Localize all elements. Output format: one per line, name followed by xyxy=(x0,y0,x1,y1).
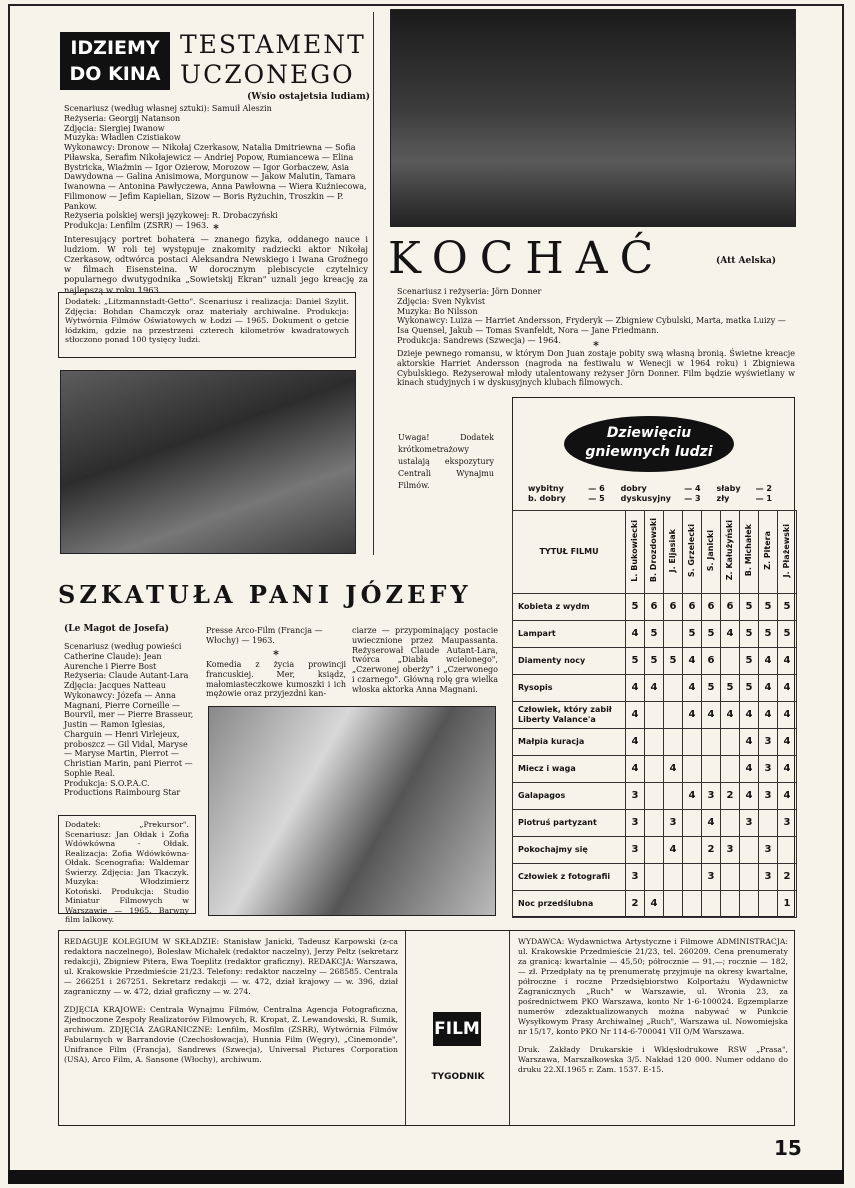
rating-cell: 4 xyxy=(626,675,645,702)
rating-cell: 5 xyxy=(740,675,759,702)
critic-column-header xyxy=(759,511,778,594)
rating-cell: 4 xyxy=(721,702,740,729)
szkatula-col3-body: ciarze — przypominający postacie uwiecznione przez Maupassanta. Reżyserował Claude Autant-Lara, twórca „Diabła wcielonego", „Czerwonej oberży" i „Czerwonego i czarnego". Główną rolę gra wielka włoska aktorka Anna Magnani. xyxy=(352,626,498,694)
rating-cell xyxy=(645,837,664,864)
testament-original-title: (Wsio ostajetsia ludiam) xyxy=(247,92,370,102)
rating-cell: 5 xyxy=(740,648,759,675)
uwaga-note: Uwaga! Dodatek krótkometrażowy ustalają ekspozytury Centrali Wynajmu Filmów. xyxy=(398,433,494,490)
footer-photo-credits: ZDJĘCIA KRAJOWE: Centrala Wynajmu Filmów, Centralna Agencja Fotograficzna, Zjednoczone Zespoły Realizatorów Filmowych, R. Kropat, Z. Lewandowski, R. Sumik, archiwum. ZDJĘCIA ZAGRANICZNE: Lenfilm, Mosfilm (ZSRR), Wytwórnia Filmów Fabularnych w Barrandovie (Czechosłowacja), Hunnia Film (Węgry), „Cinemonde", Unifrance Film (Francja), Sandrews (Szwecja), Universal Pictures Corporation (USA), Arco Film, A. Sansone (Włochy), archiwum. xyxy=(64,1005,398,1064)
kochac-star: * xyxy=(593,339,599,352)
rating-cell: 5 xyxy=(626,594,645,621)
rating-cell xyxy=(721,729,740,756)
rating-cell: 3 xyxy=(702,864,721,891)
rating-cell: 4 xyxy=(740,729,759,756)
rating-cell xyxy=(664,702,683,729)
logo-line2: DO KINA xyxy=(69,63,161,85)
column-divider xyxy=(373,12,374,555)
rating-cell: 3 xyxy=(721,837,740,864)
rating-cell: 4 xyxy=(626,702,645,729)
rating-cell: 4 xyxy=(740,702,759,729)
rating-cell: 3 xyxy=(740,810,759,837)
rating-cell: 4 xyxy=(664,837,683,864)
rating-cell xyxy=(683,729,702,756)
footer-left xyxy=(64,937,398,1067)
rating-cell xyxy=(759,810,778,837)
rating-cell: 4 xyxy=(626,621,645,648)
film-logo-subtitle: TYGODNIK xyxy=(431,1072,485,1082)
rating-cell: 4 xyxy=(702,702,721,729)
rating-cell: 3 xyxy=(626,837,645,864)
critic-column-header xyxy=(740,511,759,594)
rating-cell: 5 xyxy=(740,621,759,648)
rating-cell: 5 xyxy=(702,675,721,702)
rating-cell: 3 xyxy=(664,810,683,837)
film-title-cell: Rysopis xyxy=(513,675,626,702)
critic-name: Z. Pitera xyxy=(763,531,772,570)
film-title-cell: Galapagos xyxy=(513,783,626,810)
rating-cell xyxy=(721,810,740,837)
film-title-cell: Miecz i waga xyxy=(513,756,626,783)
rating-cell: 3 xyxy=(778,810,797,837)
rating-cell xyxy=(664,729,683,756)
critic-name: B. Michałek xyxy=(744,524,753,577)
film-title-cell: Kobieta z wydm xyxy=(513,594,626,621)
legend-label: zły xyxy=(716,494,730,503)
rating-cell: 3 xyxy=(759,756,778,783)
rating-cell xyxy=(721,864,740,891)
critic-column-header xyxy=(721,511,740,594)
film-title-cell: Noc przedślubna xyxy=(513,891,626,918)
rating-cell: 3 xyxy=(759,729,778,756)
rating-cell xyxy=(645,864,664,891)
page-number: 15 xyxy=(774,1136,802,1160)
film-logo: FILM xyxy=(433,1012,481,1046)
logo-line1: IDZIEMY xyxy=(70,37,160,59)
rating-cell: 4 xyxy=(740,783,759,810)
table-row xyxy=(513,864,797,891)
testament-star: * xyxy=(213,222,219,235)
testament-addon-text: Dodatek: „Litzmannstadt-Getto". Scenariusz i realizacja: Daniel Szylit. Zdjęcia: Bohdan Chamczyk oraz materiały archiwalne. Produkcja: Wytwórnia Filmów Oświatowych w Łodzi — 1965. Dokument o getcie łódzkim, gdzie na przestrzeni czterech kilometrów kwadratowych stłoczono ponad 100 tysięcy ludzi. xyxy=(65,297,349,344)
rating-cell xyxy=(683,891,702,918)
rating-cell: 6 xyxy=(645,594,664,621)
critic-column-header xyxy=(626,511,645,594)
testament-title-line1: TESTAMENT xyxy=(180,30,366,59)
rating-cell xyxy=(759,891,778,918)
legend-value: — 4 xyxy=(684,484,701,493)
testament-description: Interesujący portret bohatera — znanego fizyka, oddanego nauce i ludziom. W roli tej występuje znakomity radziecki aktor Nikołaj Czerkasow, odtwórca postaci Aleksandra Newskiego i Iwana Groźnego w filmach Eisensteina. W dorocznym plebiscycie czytelnicy popularnego dwutygodnika „Sowietskij Ekran" uznali jego kreację za najlepszą w roku 1963. xyxy=(64,234,368,295)
rating-cell: 4 xyxy=(626,729,645,756)
stamp-line1: Dziewięciu xyxy=(606,425,692,441)
legend-value: — 6 xyxy=(588,484,605,493)
testament-addon-box xyxy=(58,292,356,358)
rating-cell xyxy=(778,837,797,864)
rating-cell: 4 xyxy=(778,702,797,729)
footer-editorial-board: REDAGUJE KOLEGIUM W SKŁADZIE: Stanisław Janicki, Tadeusz Karpowski (z-ca redaktora naczelnego), Bolesław Michałek (redaktor naczelny), Jerzy Peltz (sekretarz redakcji), Zbigniew Pitera, Ewa Toeplitz (redaktor graficzny). REDAKCJA: Warszawa, ul. Krakowskie Przedmieście 21/23. Telefony: redaktor naczelny — 268585. Centrala — 266251 i 267251. Sekretarz redakcji — w. 472, dział krajowy — w. 396, dział zagraniczny — w. 472, dział graficzny — w. 274. xyxy=(64,937,398,996)
rating-cell xyxy=(645,810,664,837)
rating-cell xyxy=(645,756,664,783)
rating-cell xyxy=(740,864,759,891)
legend-row xyxy=(528,494,788,504)
film-title-cell: Człowiek, który zabił Liberty Valance'a xyxy=(513,702,626,729)
szkatula-title: SZKATUŁA PANI JÓZEFY xyxy=(58,580,472,609)
rating-cell: 4 xyxy=(759,702,778,729)
szkatula-addon-box xyxy=(58,815,196,924)
ratings-table-wrap xyxy=(512,510,797,918)
rating-cell: 5 xyxy=(759,621,778,648)
testament-still-photo xyxy=(60,370,356,554)
rating-cell xyxy=(721,648,740,675)
rating-cell xyxy=(645,702,664,729)
rating-cell: 4 xyxy=(721,621,740,648)
testament-title-line2: UCZONEGO xyxy=(180,60,355,89)
rating-cell: 1 xyxy=(778,891,797,918)
film-title-cell: Piotruś partyzant xyxy=(513,810,626,837)
table-row xyxy=(513,837,797,864)
rating-cell: 4 xyxy=(683,702,702,729)
legend-label: słaby xyxy=(716,484,741,493)
rating-cell: 4 xyxy=(778,729,797,756)
footer-right xyxy=(518,937,788,1077)
kochac-title: KOCHAĆ xyxy=(388,233,666,284)
szkatula-star: * xyxy=(273,648,279,661)
rating-cell xyxy=(740,837,759,864)
rating-cell xyxy=(664,675,683,702)
szkatula-credits-col1: Scenariusz (według powieści Catherine Claude): Jean Aurenche i Pierre Bost Reżyseria: Claude Autant-Lara Zdjęcia: Jacques Natteau Wykonawcy: Józefa — Anna Magnani, Pierre Corneille — Bourvil, mer — Pierre Brasseur, Justin — Ramon Iglesias, Charguin — Henri Virlejeux, proboszcz — Gil Vidal, Maryse — Maryse Martin, Pierrot — Christian Marin, pani Pierrot — Sophie Real. Produkcja: S.O.P.A.C. Productions Raimbourg Star xyxy=(64,642,194,798)
rating-cell: 3 xyxy=(759,837,778,864)
table-row xyxy=(513,891,797,918)
rating-cell: 2 xyxy=(626,891,645,918)
title-column-header: TYTUŁ FILMU xyxy=(513,511,626,594)
table-row xyxy=(513,648,797,675)
table-row xyxy=(513,594,797,621)
rating-cell: 5 xyxy=(645,648,664,675)
critic-name: S. Grzelecki xyxy=(687,523,696,578)
rating-cell: 4 xyxy=(683,783,702,810)
rating-cell xyxy=(683,756,702,783)
rating-cell xyxy=(721,891,740,918)
rating-cell: 4 xyxy=(664,756,683,783)
legend-value: — 2 xyxy=(755,484,772,493)
table-row xyxy=(513,783,797,810)
footer-divider-right xyxy=(509,931,510,1125)
legend-label: dyskusyjny xyxy=(620,494,671,503)
footer-divider-left xyxy=(405,931,406,1125)
rating-cell: 3 xyxy=(759,783,778,810)
legend-label: dobry xyxy=(620,484,647,493)
rating-cell: 5 xyxy=(645,621,664,648)
rating-cell xyxy=(683,810,702,837)
rating-cell xyxy=(664,891,683,918)
rating-cell xyxy=(645,783,664,810)
rating-cell: 6 xyxy=(702,648,721,675)
rating-cell: 5 xyxy=(664,648,683,675)
rating-cell: 4 xyxy=(683,675,702,702)
rating-cell xyxy=(683,864,702,891)
rating-cell xyxy=(683,837,702,864)
rating-cell: 3 xyxy=(626,810,645,837)
legend-row xyxy=(528,484,788,494)
kochac-description: Dzieje pewnego romansu, w którym Don Juan zostaje pobity swą własną bronią. Świetne kreacje aktorskie Harriet Andersson (nagroda na festiwalu w Wenecji w 1964 roku) i Zbigniewa Cybulskiego. Reżyserował młody utalentowany reżyser Jörn Donner. Film będzie wyświetlany w kinach studyjnych i w dyskusyjnych klubach filmowych. xyxy=(397,349,795,388)
rating-cell xyxy=(702,729,721,756)
rating-cell: 5 xyxy=(702,621,721,648)
film-title-cell: Małpia kuracja xyxy=(513,729,626,756)
rating-cell: 6 xyxy=(702,594,721,621)
film-title-cell: Pokochajmy się xyxy=(513,837,626,864)
rating-cell: 4 xyxy=(759,675,778,702)
critic-name: L. Bukowiecki xyxy=(630,519,639,582)
rating-cell: 4 xyxy=(626,756,645,783)
szkatula-addon-text: Dodatek: „Prekursor". Scenariusz: Jan Ołdak i Zofia Wdówkówna - Ołdak. Realizacja: Zofia Wdówkówna-Ołdak. Scenografia: Waldemar Świerzy. Zdjęcia: Jan Tkaczyk. Muzyka: Włodzimierz Kotoński. Produkcja: Studio Miniatur Filmowych w Warszawie — 1965. Barwny film lalkowy. xyxy=(65,820,189,924)
rating-cell: 4 xyxy=(778,783,797,810)
ratings-stamp xyxy=(564,416,734,472)
legend-value: — 1 xyxy=(755,494,772,503)
rating-cell xyxy=(645,729,664,756)
ratings-table xyxy=(512,510,797,918)
rating-cell xyxy=(721,756,740,783)
rating-cell: 5 xyxy=(683,621,702,648)
table-row xyxy=(513,675,797,702)
rating-cell: 4 xyxy=(645,891,664,918)
rating-cell: 5 xyxy=(626,648,645,675)
rating-cell: 6 xyxy=(721,594,740,621)
rating-cell: 5 xyxy=(759,594,778,621)
legend-label: b. dobry xyxy=(528,494,566,503)
ratings-table-header xyxy=(513,511,797,594)
critic-name: J. Płażewski xyxy=(782,523,791,578)
rating-cell: 6 xyxy=(664,594,683,621)
kochac-original-title: (Att Aelska) xyxy=(716,256,777,266)
rating-cell: 2 xyxy=(778,864,797,891)
rating-cell: 2 xyxy=(721,783,740,810)
rating-cell: 5 xyxy=(721,675,740,702)
rating-cell: 5 xyxy=(778,621,797,648)
rating-cell: 2 xyxy=(702,837,721,864)
critic-name: J. Eljasiak xyxy=(668,528,677,573)
kochac-credits: Scenariusz i reżyseria: Jörn Donner Zdjęcia: Sven Nykvist Muzyka: Bo Nilsson Wykonawcy: Luiza — Harriet Andersson, Fryderyk — Zbigniew Cybulski, Marta, matka Luizy — Isa Quensel, Jakub — Tomas Svanfeldt, Nora — Jane Friedmann. Produkcja: Sandrews (Szwecja) — 1964. xyxy=(397,287,786,345)
critic-column-header xyxy=(664,511,683,594)
testament-title xyxy=(180,30,366,90)
rating-cell xyxy=(740,891,759,918)
szkatula-col2-body: Komedia z życia prowincji francuskiej. Mer, ksiądz, małomiasteczkowe kumoszki i ich mężowie oraz przyjezdni kan- xyxy=(206,660,346,699)
rating-cell: 4 xyxy=(759,648,778,675)
idziemy-do-kina-logo xyxy=(60,32,170,90)
rating-cell: 4 xyxy=(645,675,664,702)
rating-cell: 4 xyxy=(702,810,721,837)
critic-name: S. Janicki xyxy=(706,529,715,572)
rating-cell: 3 xyxy=(626,783,645,810)
rating-cell: 4 xyxy=(740,756,759,783)
film-title-cell: Lampart xyxy=(513,621,626,648)
legend-value: — 5 xyxy=(588,494,605,503)
rating-cell: 4 xyxy=(778,648,797,675)
rating-cell xyxy=(702,891,721,918)
critic-column-header xyxy=(683,511,702,594)
footer-print-info: Druk. Zakłady Drukarskie i Wklęsłodrukowe RSW „Prasa", Warszawa, Marszałkowska 3/5. Nakład 120 000. Numer oddano do druku 22.XI.1965 r. Zam. 1537. E-15. xyxy=(518,1045,788,1074)
rating-cell: 4 xyxy=(778,756,797,783)
film-title-cell: Diamenty nocy xyxy=(513,648,626,675)
critic-name: B. Drozdowski xyxy=(649,518,658,583)
rating-cell: 4 xyxy=(683,648,702,675)
rating-cell xyxy=(664,621,683,648)
szkatula-original-title: (Le Magot de Josefa) xyxy=(64,624,169,634)
table-row xyxy=(513,621,797,648)
critic-column-header xyxy=(778,511,797,594)
kochac-still-photo xyxy=(390,9,796,227)
stamp-line2: gniewnych ludzi xyxy=(585,444,713,460)
rating-cell: 5 xyxy=(740,594,759,621)
rating-cell: 4 xyxy=(778,675,797,702)
legend-label: wybitny xyxy=(528,484,564,493)
critic-name: Z. Kałużyński xyxy=(725,520,734,581)
rating-cell: 3 xyxy=(626,864,645,891)
ratings-legend xyxy=(528,484,788,504)
film-title-cell: Człowiek z fotografii xyxy=(513,864,626,891)
critic-column-header xyxy=(645,511,664,594)
rating-cell: 3 xyxy=(702,783,721,810)
rating-cell xyxy=(664,783,683,810)
rating-cell: 6 xyxy=(683,594,702,621)
table-row xyxy=(513,702,797,729)
rating-cell xyxy=(702,756,721,783)
table-row xyxy=(513,810,797,837)
footer-publisher: WYDAWCA: Wydawnictwa Artystyczne i Filmowe ADMINISTRACJA: ul. Krakowskie Przedmieście 21/23, tel. 260209. Cena prenumeraty za granicą: kwartalnie — 45,50; półrocznie — 91,—; rocznie — 182,— zł. Przedpłaty na tę prenumeratę przyjmuje na okresy kwartalne, półroczne i roczne Przedsiębiorstwo Kolportażu Wydawnictw Zagranicznych „Ruch" w Warszawie, ul. Wronia 23, za pośrednictwem PKO Warszawa, konto Nr 1-6-100024. Egzemplarze numerów zdezaktualizowanych można nabywać w Punkcie Wysyłkowym Prasy Archiwalnej „Ruch", Warszawa ul. Nowomiejska nr 15/17, konto PKO Nr 114-6-700041 VII O/M Warszawa. xyxy=(518,937,788,1036)
rating-cell: 5 xyxy=(778,594,797,621)
testament-credits: Scenariusz (według własnej sztuki): Samuił Aleszin Reżyseria: Georgij Natanson Zdjęcia: Siergiej Iwanow Muzyka: Władlen Czistiakow Wykonawcy: Dronow — Nikołaj Czerkasow, Natalia Dmitriewna — Sofia Piławska, Serafim Nikołajewicz — Andriej Popow, Rumiancewa — Elina Bystricka, Wiaźmin — Igor Ozierow, Morozow — Igor Gorbaczew, Asia Dawydowna — Galina Anisimowa, Morgunow — Jakow Malutin, Tamara Iwanowna — Antonina Pawłyczewa, Anna Pawłowna — Wiera Kuźniecowa, Filimonow — Jefim Kapielian, Sizow — Boris Ryżuchin, Troszkin — P. Pankow. Reżyseria polskiej wersji językowej: R. Drobaczyński Produkcja: Lenfilm (ZSRR) — 1963. xyxy=(64,104,367,230)
szkatula-col2-top: Presse Arco-Film (Francja — Włochy) — 1963. xyxy=(206,626,323,645)
table-row xyxy=(513,756,797,783)
rating-cell xyxy=(664,864,683,891)
critic-column-header xyxy=(702,511,721,594)
bottom-bar xyxy=(8,1170,844,1184)
legend-value: — 3 xyxy=(684,494,701,503)
table-row xyxy=(513,729,797,756)
szkatula-still-photo xyxy=(208,706,496,916)
rating-cell: 3 xyxy=(759,864,778,891)
